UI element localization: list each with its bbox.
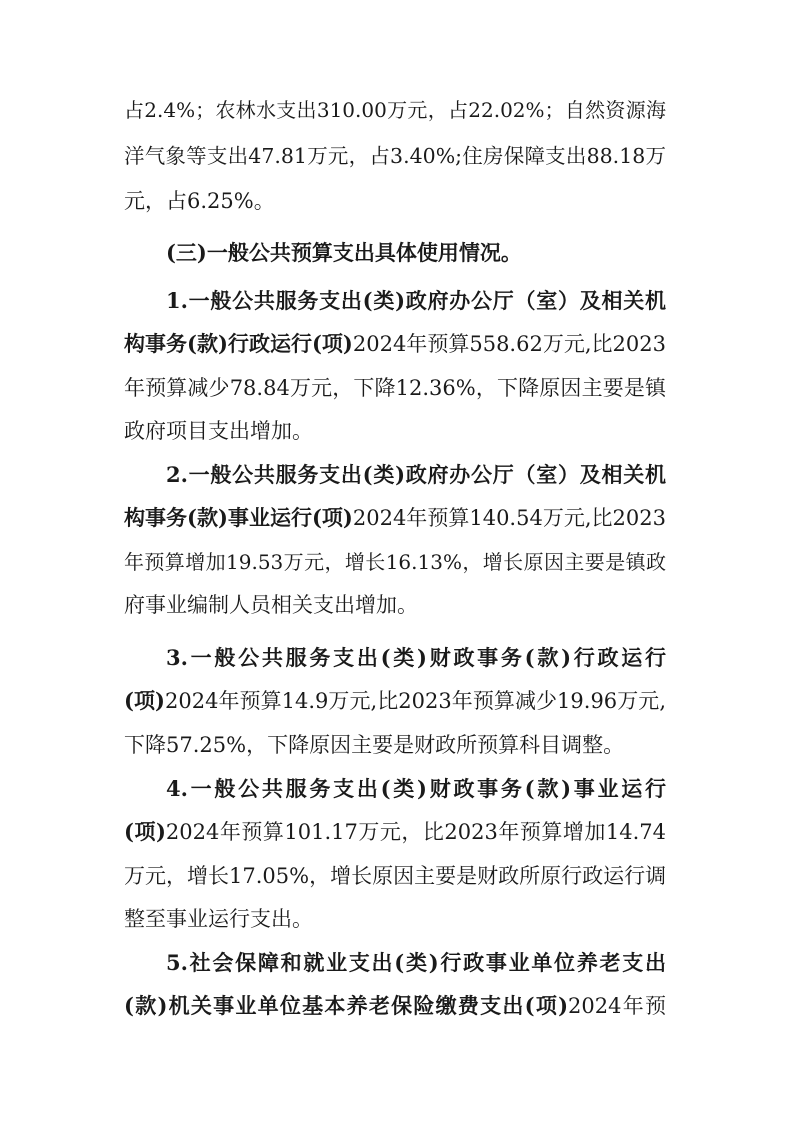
item-line [124,503,666,533]
item-heading: 1.一般公共服务支出(类)政府办公厅（室）及相关机 [166,288,666,313]
section-heading: (三)一般公共预算支出具体使用情况。 [166,240,522,265]
item-heading: 3.一般公共服务支出(类)财政事务(款)行政运行 [166,645,666,670]
item-line [124,817,666,847]
item-heading: 5.社会保障和就业支出(类)行政事业单位养老支出 [166,950,666,975]
item-text: 2024年预算14.9万元,比2023年预算减少19.96万元, [164,689,666,713]
body-text-line: 万元，增长17.05%，增长原因主要是财政所原行政运行调 [124,864,667,888]
body-text-line: 年预算增加19.53万元，增长16.13%，增长原因主要是镇政 [124,550,666,574]
item-heading-cont: (项) [124,688,165,713]
item-heading-cont: 构事务(款)行政运行(项) [124,331,353,356]
item-line [124,991,666,1021]
body-text-line: 整至事业运行支出。 [124,907,313,931]
item-line [124,329,666,359]
item-text: 2024年预 [568,994,666,1018]
body-text-line: 元，占6.25%。 [124,189,275,213]
item-text: 2024年预算101.17万元，比2023年预算增加14.74 [165,820,666,844]
body-text-line: 洋气象等支出47.81万元，占3.40%;住房保障支出88.18万 [124,144,666,168]
item-heading-cont: 构事务(款)事业运行(项) [124,505,353,530]
body-text-line: 占2.4%；农林水支出310.00万元，占22.02%；自然资源海 [124,98,666,122]
item-line [124,686,666,716]
body-text-line: 下降57.25%，下降原因主要是财政所预算科目调整。 [124,733,625,757]
item-text: 2024年预算140.54万元,比2023 [352,506,666,530]
item-heading-cont: (款)机关事业单位基本养老保险缴费支出(项) [124,993,569,1018]
item-heading-cont: (项) [124,819,166,844]
body-text-line: 府事业编制人员相关支出增加。 [124,593,418,617]
item-heading: 2.一般公共服务支出(类)政府办公厅（室）及相关机 [166,462,666,487]
body-text-line: 年预算减少78.84万元，下降12.36%，下降原因主要是镇 [124,376,666,400]
item-heading: 4.一般公共服务支出(类)财政事务(款)事业运行 [166,776,666,801]
body-text-line: 政府项目支出增加。 [124,419,313,443]
item-text: 2024年预算558.62万元,比2023 [352,332,666,356]
